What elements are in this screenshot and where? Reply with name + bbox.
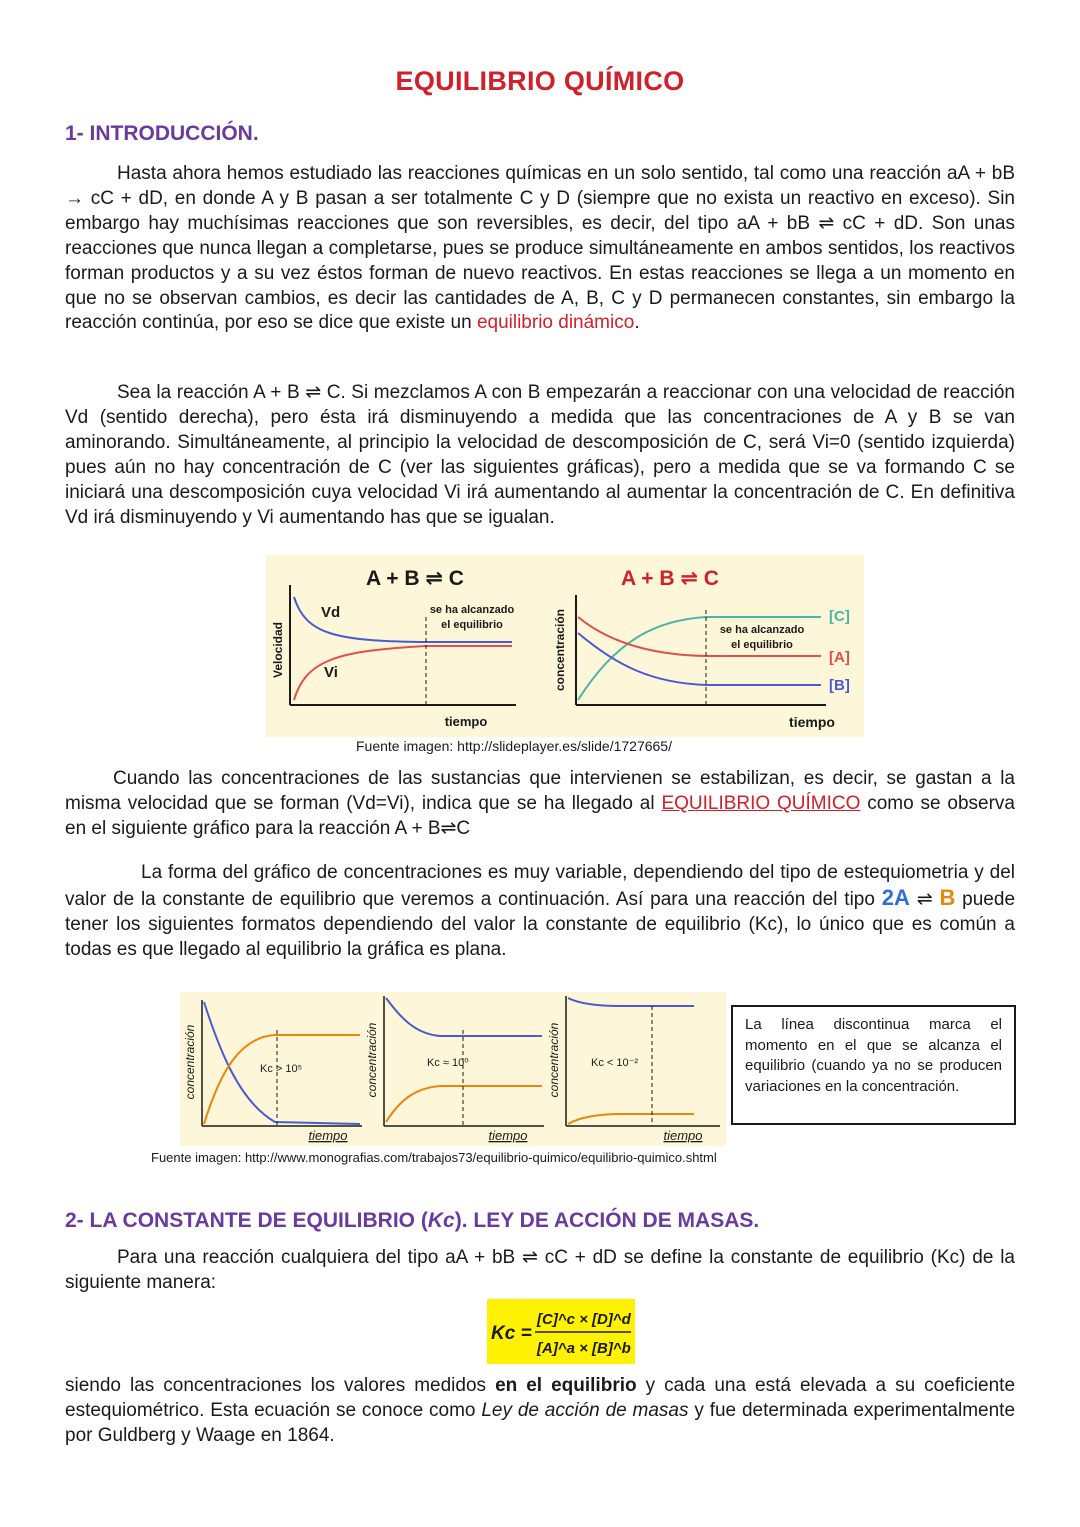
figure-2-caption: Fuente imagen: http://www.monografias.com/trabajos73/equilibrio-quimico/equilibrio-quimico.shtml	[151, 1150, 717, 1165]
page-title: EQUILIBRIO QUÍMICO	[395, 66, 685, 96]
panel-2-y-label: concentración	[365, 1022, 379, 1098]
panel-2-x-label: tiempo	[488, 1128, 528, 1143]
legend-c: [C]	[829, 608, 850, 625]
right-x-label: tiempo	[789, 714, 835, 730]
paragraph-mass-action-end: y fue determinada experimentalmente por Guldberg y Waage en 1864.	[65, 1399, 1016, 1446]
section-2-heading-end: ). LEY DE ACCIÓN DE MASAS.	[454, 1209, 760, 1232]
reversible-arrow: ⇌	[909, 888, 940, 910]
figure-velocity-concentration	[266, 555, 864, 737]
paragraph-velocities-text: Sea la reacción A + B ⇌ C. Si mezclamos A con B empezarán a reaccionar con una velocidad de reacción Vd (sentido derecha), pero ésta irá disminuyendo a medida que las concentraciones de A y B se van aminorando. Simultáneamente, al principio la velocidad de descomposición de C, será Vi=0 (sentido izquierda) pues aún no hay concentración de C (ver las siguientes gráficas), pero a medida que se va formando C se iniciará una descomposición cuya velocidad Vi irá aumentando al aumentar la concentración de C. En definitiva Vd irá disminuyendo y Vi aumentando has que se igualan.	[65, 382, 1015, 528]
panel-1-kc-label: Kc > 10⁵	[260, 1063, 303, 1075]
vi-label: Vi	[324, 664, 338, 681]
formula-lhs: Kc =	[491, 1323, 532, 1344]
equilibrio-dinamico-term: equilibrio dinámico	[476, 312, 635, 334]
legend-b: [B]	[829, 677, 850, 694]
paragraph-kc-definition-text: Para una reacción cualquiera del tipo aA + bB ⇌ cC + dD se define la constante de equilibrio (Kc) de la siguiente manera:	[65, 1247, 1015, 1293]
kc-formula	[487, 1299, 635, 1364]
paragraph-intro-text: Hasta ahora hemos estudiado las reacciones químicas en un solo sentido, tal como una reacción aA + bB → cC + dD, en donde A y B pasan a ser totalmente C y D (siempre que no exista un reactivo en exceso). Sin embargo hay muchísimas reacciones que son reversibles, es decir, del tipo aA + bB ⇌ cC + dD. Son unas reacciones que nunca llegan a completarse, pues se produce simultáneamente en ambos sentidos, los reactivos forman productos y a su vez éstos forman de nuevo reactivos. En estas reacciones se llega a un momento en que no se observan cambios, es decir las cantidades de A, B, C y D permanecen constantes, sin embargo la reacción continúa, por eso se dice que existe un	[65, 163, 1015, 334]
paragraph-equilibrium-tail: como se observa en el siguiente gráfico para la reacción A + B⇌C	[65, 792, 1015, 839]
paragraph-graph-shapes-text: La forma del gráfico de concentraciones es muy variable, dependiendo del tipo de estequiometria y del valor de la constante de equilibrio que veremos a continuación. Así para una reacción del tipo	[65, 862, 1015, 910]
panel-3-kc-label: Kc < 10⁻²	[591, 1057, 639, 1069]
paragraph-intro-end: .	[634, 312, 640, 334]
paragraph-equilibrium-text: Cuando las concentraciones de las sustancias que intervienen se estabilizan, es decir, se gastan a la misma velocidad que se forman (Vd=Vi), indica que se ha llegado al	[65, 768, 1015, 814]
panel-2-kc-label: Kc ≈ 10⁰	[427, 1057, 469, 1069]
formula-numerator: [C]^c × [D]^d	[537, 1311, 631, 1328]
paragraph-mass-action	[65, 1374, 1015, 1449]
paragraph-mass-action-mid: y cada una está elevada a su coeficiente estequiométrico. Esta ecuación se conoce como	[65, 1375, 1016, 1421]
figure-1-caption: Fuente imagen: http://slideplayer.es/slide/1727665/	[356, 738, 672, 754]
paragraph-graph-shapes	[65, 861, 1015, 963]
paragraph-velocities	[65, 381, 1015, 530]
section-2-heading	[65, 1209, 759, 1233]
paragraph-intro	[65, 162, 1015, 336]
species-2a: 2A	[881, 884, 910, 910]
panel-3-x-label: tiempo	[663, 1128, 703, 1143]
left-x-label: tiempo	[444, 714, 488, 729]
species-b: B	[939, 884, 956, 910]
right-equilibrium-note-1: se ha alcanzado	[719, 624, 805, 636]
section-2-heading-start: 2- LA CONSTANTE DE EQUILIBRIO (	[65, 1209, 428, 1232]
left-equilibrium-note-1: se ha alcanzado	[429, 604, 515, 616]
paragraph-kc-definition	[65, 1246, 1015, 1296]
right-y-label: concentración	[553, 608, 567, 692]
equilibrio-quimico-link[interactable]: EQUILIBRIO QUÍMICO	[661, 792, 861, 814]
formula-denominator: [A]^a × [B]^b	[537, 1340, 631, 1357]
dashed-line-note: La línea discontinua marca el momento en el que se alcanza el equilibrio (cuando ya no se producen variaciones en la concentración.	[731, 1005, 1016, 1125]
section-1-heading: 1- INTRODUCCIÓN.	[65, 122, 259, 145]
panel-1-x-label: tiempo	[308, 1128, 348, 1143]
left-y-label: Velocidad	[271, 621, 285, 679]
ley-accion-masas-term: Ley de acción de masas	[481, 1399, 689, 1421]
paragraph-mass-action-text: siendo las concentraciones los valores medidos	[65, 1375, 487, 1396]
panel-1-y-label: concentración	[183, 1024, 197, 1100]
panel-3-y-label: concentración	[547, 1022, 561, 1098]
right-chart-title: A + B ⇌ C	[621, 567, 719, 590]
vd-label: Vd	[321, 604, 341, 621]
section-2-heading-kc: Kc	[427, 1209, 455, 1232]
figure-kc-panels	[180, 992, 726, 1146]
right-equilibrium-note-2: el equilibrio	[731, 639, 793, 651]
left-equilibrium-note-2: el equilibrio	[441, 619, 503, 631]
en-el-equilibrio-term: en el equilibrio	[495, 1375, 637, 1396]
left-chart-title: A + B ⇌ C	[366, 567, 464, 590]
paragraph-graph-shapes-tail: puede tener los siguientes formatos dependiendo del valor la constante de equilibrio (Kc), lo único que es común a todas es que llegado al equilibrio la gráfica es plana.	[65, 888, 1016, 960]
paragraph-equilibrium	[65, 767, 1015, 842]
legend-a: [A]	[829, 649, 850, 666]
